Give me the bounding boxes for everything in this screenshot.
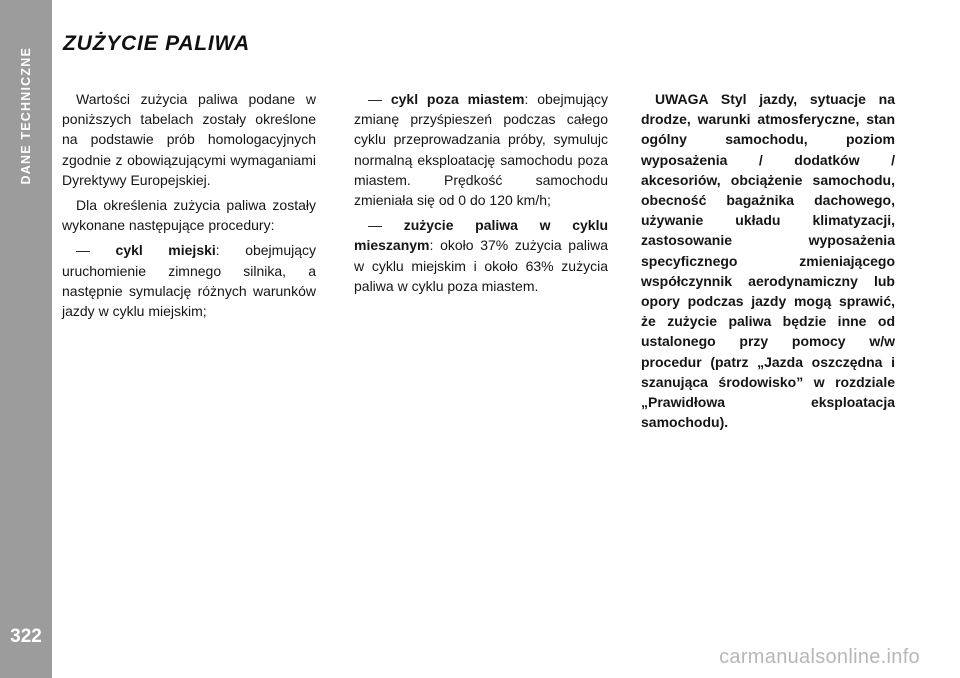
text-column-2 [354, 89, 608, 301]
dash: — [368, 91, 391, 107]
paragraph-extra-urban-cycle [354, 89, 608, 210]
dash: — [368, 217, 404, 234]
text-column-3 [641, 89, 895, 437]
term-city-cycle: cykl miejski [115, 242, 216, 259]
paragraph-city-cycle [62, 240, 316, 321]
paragraph-procedures: Dla określenia zużycia paliwa zostały wykonane następujące procedury: [62, 197, 316, 234]
paragraph-intro: Wartości zużycia paliwa podane w poniższych tabelach zostały określone na podstawie prób homologacyjnych zgodnie z obowiązującymi wymaganiami Dyrektywy Europejskiej. [62, 91, 316, 188]
text-column-1 [62, 89, 316, 326]
chapter-label [12, 34, 40, 198]
page-title: ZUŻYCIE PALIWA [63, 32, 250, 55]
chapter-label-text: DANE TECHNICZNE [19, 47, 33, 185]
warning-note: UWAGA Styl jazdy, sytuacje na drodze, warunki atmosferyczne, stan ogólny samochodu, poziom wyposażenia / dodatków / akcesoriów, obciążenie samochodu, obecność bagażnika dachowego, używanie układu klimatyzacji, zastosowanie wyposażenia specyficznego zmieniającego współczynnik aerodynamiczny lub opory podczas jazdy mogą sprawić, że zużycie paliwa będzie inne od ustalonego przy pomocy w/w procedur (patrz „Jazda oszczędna i szanująca środowisko” w rozdziale „Prawidłowa eksploatacja samochodu). [641, 91, 895, 431]
paragraph-combined-cycle [354, 215, 608, 296]
side-bar [0, 0, 52, 678]
combined-cycle-text: : około 37% zużycia paliwa w cyklu miejskim i około 63% zużycia paliwa w cyklu poza miastem. [354, 237, 608, 294]
city-cycle-text: : obejmujący uruchomienie zimnego silnika, a następnie symulację różnych warunków jazdy w cyklu miejskim; [62, 242, 317, 320]
term-extra-urban-cycle: cykl poza miastem [390, 91, 525, 107]
dash: — [76, 242, 116, 259]
term-combined-cycle: zużycie paliwa w cyklu mieszanym [354, 217, 609, 254]
extra-urban-cycle-text: : obejmujący zmianę przyśpieszeń podczas całego cyklu przeprowadzania próby, symulujc normalną eksploatację samochodu poza miastem. Prędkość samochodu zmieniała się od 0 do 120 km/h; [354, 91, 609, 209]
watermark: carmanualsonline.info [719, 646, 920, 668]
page-number: 322 [10, 626, 42, 647]
